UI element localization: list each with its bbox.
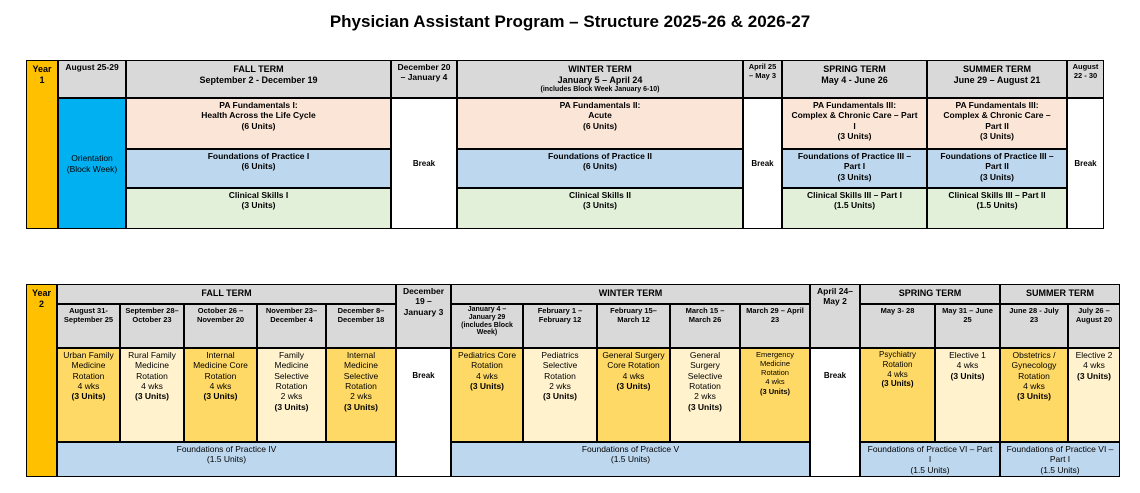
cell-line: Pediatrics — [541, 350, 579, 360]
year1-clinical-spring — [782, 188, 927, 229]
year2-break-april: Break — [810, 348, 860, 477]
cell-line: (3 Units) — [344, 401, 378, 412]
cell-line: November 20 — [196, 315, 245, 325]
cell-line: May 3- 28 — [880, 306, 915, 315]
cell-line: February 1 – — [537, 306, 583, 315]
cell-line: Internal — [346, 350, 376, 360]
cell-line: Medicine — [759, 359, 790, 369]
cell-line: (3 Units) — [980, 131, 1014, 142]
cell-line: (3 Units) — [470, 381, 504, 392]
cell-line: October 26 – — [197, 306, 244, 315]
cell-line: Part I — [1049, 454, 1071, 465]
cell-line: March 12 — [617, 315, 650, 325]
cell-line: June 29 – August 21 — [953, 74, 1041, 85]
year2-date-10 — [740, 304, 810, 348]
cell-line: 4 wks — [887, 369, 908, 379]
year2-spring-term-header: SPRING TERM — [860, 284, 1000, 304]
cell-line: Foundations of Practice III – — [940, 151, 1054, 161]
cell-line: Rotation — [204, 370, 237, 381]
year2-date-8 — [597, 304, 670, 348]
cell-line: (1.5 Units) — [833, 200, 876, 211]
year2-date-13 — [1000, 304, 1068, 348]
cell-line: Elective 2 — [1075, 350, 1113, 360]
year1-summer-term-header — [927, 60, 1067, 98]
year2-rotation-14 — [1068, 348, 1120, 442]
cell-line: September 25 — [63, 315, 114, 325]
cell-line: Medicine — [343, 360, 379, 371]
cell-line: 25 — [963, 315, 972, 325]
cell-line: January 3 — [403, 306, 444, 317]
cell-line: FALL TERM — [233, 64, 284, 74]
year1-period-april — [743, 60, 782, 98]
cell-line: Rotation — [275, 381, 308, 392]
year1-clinical-winter — [457, 188, 743, 229]
cell-line: (1.5 Units) — [1040, 464, 1080, 475]
cell-line: January 29 — [468, 313, 506, 321]
cell-line: (1.5 Units) — [206, 454, 247, 465]
year1-spring-term-header — [782, 60, 927, 98]
year1-fundamentals-spring — [782, 98, 927, 149]
year1-winter-term-header: WINTER TERM January 5 – April 24 (includes Block Week January 6-10) — [457, 60, 743, 98]
cell-line: Emergency — [756, 350, 794, 359]
year1-foundations-spring — [782, 149, 927, 188]
cell-line: Rotation — [136, 370, 168, 381]
cell-line: Gynecology — [1011, 360, 1057, 371]
cell-line: 1 — [39, 74, 45, 85]
cell-line: Foundations of Practice IV — [176, 444, 277, 454]
cell-line: 19 – — [415, 296, 432, 307]
year2-fall-term-header: FALL TERM — [57, 284, 396, 304]
cell-line: (3 Units) — [203, 391, 238, 402]
cell-line: 2 wks — [280, 391, 303, 402]
cell-line: (3 Units) — [135, 391, 169, 402]
cell-line: General Surgery — [602, 350, 665, 360]
cell-line: Pediatrics Core — [457, 350, 517, 360]
cell-line: 23 — [770, 315, 780, 325]
cell-line: December — [402, 286, 445, 296]
year2-period-december — [396, 284, 451, 348]
cell-line: (includes Block — [461, 321, 513, 329]
cell-line: May 4 - June 26 — [821, 74, 888, 85]
cell-line: Orientation — [71, 153, 113, 164]
cell-line: Selective — [274, 370, 309, 381]
cell-line: May 2 — [823, 296, 847, 307]
year1-foundations-fall — [126, 149, 391, 188]
year2-foundations-fall — [57, 442, 396, 477]
year2-rotation-10 — [740, 348, 810, 442]
cell-line: 4 wks — [141, 381, 163, 392]
cell-line: (3 Units) — [583, 200, 617, 211]
year2-break-december: Break — [396, 348, 451, 477]
cell-line: (3 Units) — [760, 386, 790, 396]
cell-line: 2 — [38, 298, 44, 309]
cell-line: SUMMER TERM — [963, 64, 1031, 74]
cell-line: March 26 — [688, 315, 722, 325]
cell-line: 2 wks — [549, 381, 571, 392]
year1-period-december — [391, 60, 457, 98]
cell-line: PA Fundamentals I: — [219, 100, 298, 110]
year2-date-7 — [523, 304, 597, 348]
cell-line: (6 Units) — [583, 120, 617, 131]
cell-line: (3 Units) — [543, 391, 577, 402]
cell-line: Surgery — [690, 360, 720, 371]
cell-line: Medicine — [134, 360, 170, 371]
cell-line: June 28 - July — [1009, 306, 1059, 315]
cell-line: 2 wks — [350, 391, 372, 402]
cell-line: (3 Units) — [980, 171, 1014, 182]
cell-line: Complex & Chronic Care – — [943, 110, 1051, 121]
year2-rotation-4 — [257, 348, 326, 442]
cell-line: April 25 — [748, 62, 777, 71]
year1-fall-term-header — [126, 60, 391, 98]
cell-line: Rotation — [882, 359, 913, 369]
cell-line: (3 Units) — [71, 391, 106, 402]
year2-foundations-summer — [1000, 442, 1120, 477]
cell-line: 4 wks — [77, 381, 100, 392]
cell-line: (3 Units) — [837, 131, 872, 142]
year1-period-august: August 25-29 — [58, 60, 126, 98]
cell-line: Acute — [588, 110, 612, 121]
cell-line: PA Fundamentals III: — [955, 100, 1039, 110]
cell-line: October 23 — [132, 315, 172, 325]
year1-foundations-summer — [927, 149, 1067, 188]
cell-line: Rotation — [345, 381, 377, 392]
cell-line: 4 wks — [622, 370, 645, 381]
cell-line: Foundations of Practice III – — [797, 151, 912, 161]
year1-orientation — [58, 98, 126, 229]
cell-line: Rotation — [689, 381, 721, 392]
cell-line: 4 wks — [209, 381, 232, 392]
cell-line: December 8– — [337, 306, 385, 315]
year1-fundamentals-fall — [126, 98, 391, 149]
cell-line: (1.5 Units) — [610, 454, 651, 465]
cell-line: September 28– — [125, 306, 179, 315]
cell-line: 4 wks — [956, 360, 979, 371]
year2-foundations-winter — [451, 442, 810, 477]
cell-line: Selective — [542, 360, 578, 371]
year1-break-december: Break — [391, 98, 457, 229]
cell-line: I — [853, 120, 856, 131]
cell-line: 2 wks — [694, 391, 716, 402]
cell-line: 4 wks — [1083, 360, 1105, 371]
cell-line: Rotation — [544, 370, 576, 381]
cell-line: General — [689, 350, 721, 360]
cell-line: December 18 — [337, 315, 385, 325]
year1-foundations-winter — [457, 149, 743, 188]
year2-date-4 — [257, 304, 326, 348]
cell-line: (3 Units) — [950, 370, 985, 381]
cell-line: March 15 – — [685, 306, 725, 315]
cell-line: Clinical Skills III – Part II — [948, 190, 1046, 200]
cell-line: (3 Units) — [837, 171, 872, 182]
cell-line: Part II — [985, 161, 1009, 172]
cell-line: Medicine — [71, 360, 106, 371]
cell-line: Foundations of Practice VI – Part — [867, 444, 993, 454]
cell-line: January 4 – — [467, 306, 507, 313]
cell-line: Health Across the Life Cycle — [201, 110, 316, 121]
year2-period-april — [810, 284, 860, 348]
year2-rotation-8 — [597, 348, 670, 442]
cell-line: (3 Units) — [616, 381, 651, 392]
cell-line: December 20 — [397, 62, 451, 72]
cell-line: Clinical Skills I — [228, 190, 289, 200]
cell-line: – January 4 — [400, 72, 448, 83]
cell-line: 4 wks — [765, 377, 785, 387]
cell-line: (Block Week) — [66, 163, 118, 174]
cell-line: 22 - 30 — [1073, 71, 1098, 81]
cell-line: Year — [32, 64, 52, 74]
cell-line: Clinical Skills III – Part I — [807, 190, 902, 200]
cell-line: Medicine Core — [193, 360, 248, 371]
cell-line: (3 Units) — [274, 401, 309, 412]
year2-rotation-3 — [184, 348, 257, 442]
cell-line: (3 Units) — [1077, 370, 1111, 381]
year1-clinical-fall — [126, 188, 391, 229]
cell-line: Part II — [985, 120, 1009, 131]
cell-line: April 24– — [817, 286, 853, 296]
year2-rotation-7 — [523, 348, 597, 442]
year2-summer-term-header: SUMMER TERM — [1000, 284, 1120, 304]
cell-line: Year — [31, 288, 52, 298]
cell-line: 4 wks — [476, 370, 498, 381]
cell-line: (3 Units) — [241, 200, 276, 211]
cell-line: – May 3 — [748, 71, 777, 81]
cell-line: Internal — [206, 350, 235, 360]
cell-line: May 31 – June — [942, 306, 993, 315]
cell-line: I — [928, 454, 932, 465]
year2-rotation-1 — [57, 348, 120, 442]
year2-date-2 — [120, 304, 184, 348]
cell-line: SPRING TERM — [823, 64, 886, 74]
cell-line: August 20 — [1075, 315, 1113, 325]
cell-line: Week) — [476, 329, 498, 337]
cell-line: (6 Units) — [241, 120, 276, 131]
cell-line: (6 Units) — [583, 161, 617, 172]
cell-line: August — [1072, 62, 1099, 71]
year2-date-12 — [935, 304, 1000, 348]
cell-line: Rotation — [72, 370, 105, 381]
cell-line: (3 Units) — [1017, 391, 1051, 402]
cell-line: Selective — [343, 370, 379, 381]
cell-line: Psychiatry — [879, 350, 916, 359]
cell-line: (1.5 Units) — [976, 200, 1018, 211]
cell-line: Family — [278, 350, 305, 360]
cell-line: September 2 - December 19 — [199, 74, 318, 85]
cell-line: Rotation — [471, 360, 503, 371]
year2-date-5 — [326, 304, 396, 348]
year2-foundations-spring — [860, 442, 1000, 477]
cell-line: (6 Units) — [241, 161, 276, 172]
cell-line: Clinical Skills II — [569, 190, 631, 200]
year2-date-1 — [57, 304, 120, 348]
cell-line: Core Rotation — [607, 360, 660, 371]
cell-line: PA Fundamentals III: — [812, 100, 897, 110]
year2-rotation-13 — [1000, 348, 1068, 442]
cell-line: Medicine — [274, 360, 309, 371]
year2-rotation-2 — [120, 348, 184, 442]
cell-line: Rotation — [761, 368, 789, 378]
cell-line: Urban Family — [63, 350, 114, 360]
year2-date-11 — [860, 304, 935, 348]
year2-rotation-9 — [670, 348, 740, 442]
cell-line: Complex & Chronic Care – Part — [791, 110, 918, 121]
year2-date-6 — [451, 304, 523, 348]
year1-break-april: Break — [743, 98, 782, 229]
year1-label — [26, 60, 58, 229]
year2-winter-term-header: WINTER TERM — [451, 284, 810, 304]
year1-fundamentals-summer — [927, 98, 1067, 149]
year1-fundamentals-winter — [457, 98, 743, 149]
cell-line: Part I — [843, 161, 866, 172]
cell-line: Foundations of Practice I — [207, 151, 310, 161]
year1-break-august: Break — [1067, 98, 1104, 229]
cell-line: (1.5 Units) — [910, 464, 950, 475]
cell-line: (3 Units) — [881, 379, 914, 389]
year2-rotation-6 — [451, 348, 523, 442]
year2-rotation-5 — [326, 348, 396, 442]
year2-date-14 — [1068, 304, 1120, 348]
cell-line: 23 — [1029, 315, 1039, 325]
page-title: Physician Assistant Program – Structure 2025-26 & 2026-27 — [329, 12, 811, 31]
year2-rotation-11 — [860, 348, 935, 442]
cell-line: Foundations of Practice V — [581, 444, 680, 454]
cell-line: Selective — [687, 370, 723, 381]
cell-line: July 26 – — [1078, 306, 1110, 315]
cell-line: February 15– — [610, 306, 657, 315]
cell-line: Rotation — [1018, 370, 1050, 381]
year1-clinical-summer — [927, 188, 1067, 229]
cell-line: Elective 1 — [949, 350, 986, 360]
cell-line: (3 Units) — [688, 401, 722, 412]
cell-line: August 31- — [69, 306, 108, 315]
cell-line: November 23– — [265, 306, 318, 315]
year2-rotation-12 — [935, 348, 1000, 442]
cell-line: Rural Family — [128, 350, 176, 360]
cell-line: March 29 – April — [746, 306, 804, 315]
year2-label — [26, 284, 57, 477]
cell-line: Foundations of Practice VI – — [1006, 444, 1114, 454]
year1-period-august-end — [1067, 60, 1104, 98]
cell-line: December 4 — [270, 315, 313, 325]
cell-line: Foundations of Practice II — [548, 151, 652, 161]
cell-line: February 12 — [538, 315, 582, 325]
year2-date-9 — [670, 304, 740, 348]
cell-line: Obstetrics / — [1012, 350, 1056, 360]
cell-line: PA Fundamentals II: — [559, 100, 641, 110]
cell-line: 4 wks — [1023, 381, 1045, 392]
year2-date-3 — [184, 304, 257, 348]
